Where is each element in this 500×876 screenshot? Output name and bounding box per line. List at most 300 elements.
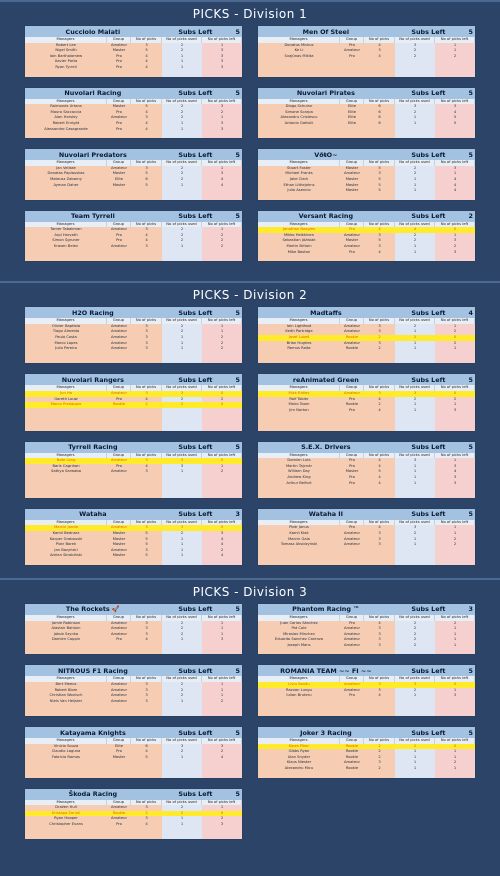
filler-cell <box>258 486 395 498</box>
manager-name: Martin Tajcnár <box>258 464 340 470</box>
filler-cell <box>162 250 202 262</box>
manager-group: Rookie <box>340 335 364 341</box>
subs-left-label: Subs Left <box>411 510 446 519</box>
manager-name: Ethan Littlejohns <box>258 183 340 189</box>
team-header <box>258 26 475 37</box>
picks-used: 2 <box>395 643 435 649</box>
manager-group: Amateur <box>107 115 131 121</box>
subs-left-value: 2 <box>468 212 473 221</box>
subs-left-value: 5 <box>235 443 240 452</box>
picks-count: 4 <box>364 525 395 531</box>
filler-cell <box>395 548 435 565</box>
picks-used: 2 <box>395 335 435 341</box>
manager-name: Jan Bazyński <box>25 548 107 554</box>
picks-count: 3 <box>131 688 162 694</box>
picks-count: 5 <box>131 537 162 543</box>
manager-group: Master <box>107 553 131 559</box>
manager-group: Pro <box>107 233 131 239</box>
manager-group: Pro <box>340 250 364 256</box>
manager-name: Iain Bartholomew <box>25 54 107 60</box>
picks-used: 1 <box>395 121 435 127</box>
manager-name: Stuart Foster <box>258 166 340 172</box>
picks-used: 1 <box>395 115 435 121</box>
table-filler <box>25 559 242 565</box>
picks-used: 2 <box>395 48 435 54</box>
manager-group: Pro <box>107 127 131 133</box>
col-managers: Managers <box>258 160 340 166</box>
picks-used: 2 <box>162 48 202 54</box>
manager-name: Christian Wonisch <box>25 693 107 699</box>
picks-left: 3 <box>435 250 475 256</box>
table-filler <box>258 413 475 430</box>
picks-left: 3 <box>202 59 242 65</box>
filler-cell <box>25 704 162 716</box>
picks-left: 3 <box>435 475 475 481</box>
manager-name: Svajūnas Mikita <box>258 54 340 60</box>
picks-left: 1 <box>202 632 242 638</box>
manager-name: Sebastian Jóźwiak <box>258 238 340 244</box>
filler-cell <box>162 704 202 716</box>
picks-left: 2 <box>202 233 242 239</box>
picks-count: 3 <box>131 329 162 335</box>
picks-count: 3 <box>131 699 162 705</box>
subs-left-value: 4 <box>468 308 473 317</box>
subs-left-value: 5 <box>235 728 240 737</box>
col-group: Group <box>340 453 364 459</box>
picks-count: 3 <box>364 626 395 632</box>
col-picks-used: No of picks used <box>162 520 202 526</box>
manager-rows <box>258 227 475 261</box>
picks-count: 3 <box>364 48 395 54</box>
picks-used: 2 <box>162 632 202 638</box>
manager-group: Pro <box>340 458 364 464</box>
manager-group: Rookie <box>340 402 364 408</box>
picks-count: 3 <box>131 244 162 250</box>
manager-rows <box>258 324 475 364</box>
manager-name: Gibbs Ryan <box>258 749 340 755</box>
picks-count: 6 <box>131 177 162 183</box>
team-table <box>25 442 242 498</box>
team-name: Cucciolo Malati <box>65 27 121 36</box>
picks-count: 3 <box>364 760 395 766</box>
manager-group: Amateur <box>340 643 364 649</box>
col-picks-used: No of picks used <box>162 37 202 43</box>
picks-left: 2 <box>202 816 242 822</box>
filler-cell <box>162 352 202 364</box>
picks-count: 5 <box>364 188 395 194</box>
subs-left-label: Subs Left <box>178 443 213 452</box>
manager-group: Amateur <box>107 244 131 250</box>
picks-left: 4 <box>435 177 475 183</box>
filler-cell <box>202 188 242 200</box>
team-table <box>25 88 242 139</box>
manager-name: Miroslav Minchev <box>258 632 340 638</box>
team-header <box>258 604 475 615</box>
filler-cell <box>162 132 202 138</box>
manager-name: Christopher Evans <box>25 822 107 828</box>
col-picks-used: No of picks used <box>395 37 435 43</box>
col-managers: Managers <box>25 222 107 228</box>
picks-used: 2 <box>395 626 435 632</box>
col-managers: Managers <box>258 738 340 744</box>
team-table <box>258 88 475 139</box>
team-name: H2O Racing <box>71 308 114 317</box>
manager-name: Donatus Mickus <box>258 43 340 49</box>
picks-used: 2 <box>395 54 435 60</box>
manager-group: Pro <box>340 621 364 627</box>
col-picks: No of picks <box>364 676 395 682</box>
manager-name: Kamil Bednarz <box>25 531 107 537</box>
picks-left: 1 <box>435 402 475 408</box>
filler-cell <box>258 194 395 200</box>
manager-group: Master <box>340 166 364 172</box>
filler-cell <box>25 352 162 364</box>
col-group: Group <box>107 385 131 391</box>
manager-group: Rookie <box>107 811 131 817</box>
picks-left: 2 <box>202 110 242 116</box>
manager-name: William Day <box>258 469 340 475</box>
picks-left: 4 <box>435 110 475 116</box>
col-group: Group <box>340 318 364 324</box>
manager-group: Pro <box>107 238 131 244</box>
table-filler <box>258 127 475 139</box>
picks-used: 2 <box>162 688 202 694</box>
picks-used: 1 <box>162 469 202 475</box>
manager-name: Joseph Mans <box>258 643 340 649</box>
filler-cell <box>258 548 395 565</box>
picks-used: 2 <box>162 171 202 177</box>
manager-group: Pro <box>340 227 364 233</box>
picks-count: 3 <box>364 244 395 250</box>
filler-cell <box>258 772 395 778</box>
manager-name: Marcin Janda <box>25 525 107 531</box>
subs-left-label: Subs Left <box>411 212 446 221</box>
picks-used: 2 <box>162 110 202 116</box>
picks-used: 1 <box>395 469 435 475</box>
manager-name: Kipes Pikec <box>258 744 340 750</box>
table-filler <box>25 760 242 777</box>
col-picks: No of picks <box>131 676 162 682</box>
manager-rows <box>258 682 475 716</box>
manager-group: Pro <box>340 481 364 487</box>
picks-left: 2 <box>202 397 242 403</box>
col-group: Group <box>107 738 131 744</box>
table-filler <box>25 475 242 498</box>
filler-cell <box>162 643 202 655</box>
subs-left-value: 5 <box>468 89 473 98</box>
manager-group: Amateur <box>340 637 364 643</box>
manager-name: Piotr Borek <box>25 542 107 548</box>
manager-group: Pro <box>340 408 364 414</box>
manager-group: Pro <box>107 464 131 470</box>
manager-group: Elite <box>107 744 131 750</box>
manager-name: Paulo Costa <box>25 335 107 341</box>
manager-name: Pat Cole <box>258 626 340 632</box>
manager-name: Kristapa Zariņš <box>25 811 107 817</box>
picks-count: 4 <box>131 397 162 403</box>
picks-count: 5 <box>131 542 162 548</box>
filler-cell <box>435 772 475 778</box>
picks-left: 4 <box>202 553 242 559</box>
picks-used: 1 <box>162 537 202 543</box>
manager-rows <box>25 621 242 655</box>
manager-rows <box>25 744 242 778</box>
picks-count: 5 <box>131 48 162 54</box>
col-picks-left: No of picks left <box>202 615 242 621</box>
picks-count: 2 <box>364 766 395 772</box>
picks-used: 3 <box>162 744 202 750</box>
picks-left: 2 <box>202 749 242 755</box>
manager-rows <box>258 104 475 138</box>
team-header <box>25 88 242 99</box>
picks-used: 2 <box>162 115 202 121</box>
picks-left: 1 <box>435 688 475 694</box>
filler-cell <box>162 475 202 498</box>
col-picks: No of picks <box>131 385 162 391</box>
picks-count: 4 <box>131 822 162 828</box>
picks-count: 5 <box>131 104 162 110</box>
table-filler <box>25 704 242 716</box>
picks-left: 3 <box>435 166 475 172</box>
picks-used: 2 <box>162 811 202 817</box>
picks-used: 1 <box>395 402 435 408</box>
picks-left: 3 <box>435 693 475 699</box>
subs-left-value: 5 <box>235 666 240 675</box>
manager-name: Tomer Tabakman <box>25 227 107 233</box>
manager-name: Razvan Lungu <box>258 688 340 694</box>
col-picks: No of picks <box>364 385 395 391</box>
col-picks-left: No of picks left <box>435 160 475 166</box>
team-header <box>258 374 475 385</box>
subs-left-value: 5 <box>235 150 240 159</box>
manager-group: Rookie <box>340 755 364 761</box>
manager-name: Iulian Bruteru <box>258 693 340 699</box>
picks-left: 5 <box>435 115 475 121</box>
col-picks-used: No of picks used <box>162 99 202 105</box>
picks-used: 1 <box>395 481 435 487</box>
col-group: Group <box>107 318 131 324</box>
picks-used: 1 <box>162 183 202 189</box>
picks-left: 1 <box>202 324 242 330</box>
subs-left-value: 5 <box>235 790 240 799</box>
subs-left-value: 5 <box>235 605 240 614</box>
manager-group: Amateur <box>340 542 364 548</box>
picks-used: 1 <box>395 250 435 256</box>
picks-left: 1 <box>202 688 242 694</box>
col-picks-used: No of picks used <box>395 160 435 166</box>
picks-count: 3 <box>131 816 162 822</box>
subs-left-label: Subs Left <box>411 27 446 36</box>
manager-name: Iain Lightfoot <box>258 324 340 330</box>
manager-group: Master <box>107 171 131 177</box>
picks-used: 1 <box>395 408 435 414</box>
picks-count: 3 <box>131 324 162 330</box>
picks-left: 1 <box>435 525 475 531</box>
picks-count: 6 <box>131 744 162 750</box>
picks-used: 1 <box>395 749 435 755</box>
col-group: Group <box>107 160 131 166</box>
picks-used: 4 <box>395 227 435 233</box>
manager-group: Amateur <box>340 171 364 177</box>
table-filler <box>258 486 475 498</box>
picks-left: 4 <box>435 469 475 475</box>
picks-left: 1 <box>202 805 242 811</box>
picks-used: 1 <box>162 699 202 705</box>
team-table <box>258 149 475 200</box>
manager-name: Claudio Laguna <box>25 749 107 755</box>
col-picks-left: No of picks left <box>202 37 242 43</box>
picks-used: 1 <box>162 341 202 347</box>
subs-left-label: Subs Left <box>411 150 446 159</box>
subs-left-label: Subs Left <box>411 605 446 614</box>
picks-left: 0 <box>435 335 475 341</box>
manager-name: Juan Carlos Sánchez <box>258 621 340 627</box>
picks-count: 4 <box>364 481 395 487</box>
picks-used: 1 <box>395 346 435 352</box>
subs-left-label: Subs Left <box>178 790 213 799</box>
table-filler <box>258 648 475 654</box>
picks-used: 1 <box>395 244 435 250</box>
manager-group: Master <box>340 188 364 194</box>
picks-count: 2 <box>364 402 395 408</box>
filler-cell <box>395 413 435 430</box>
picks-count: 5 <box>364 166 395 172</box>
manager-name: Mikko Heikkinen <box>258 233 340 239</box>
col-picks-used: No of picks used <box>395 318 435 324</box>
manager-group: Pro <box>107 822 131 828</box>
picks-used: 1 <box>162 335 202 341</box>
team-header <box>25 307 242 318</box>
picks-count: 4 <box>131 54 162 60</box>
picks-count: 5 <box>364 238 395 244</box>
manager-name: Simone Scarpa <box>258 110 340 116</box>
manager-name: Niels Van Heijster <box>25 699 107 705</box>
table-filler <box>25 408 242 431</box>
filler-cell <box>258 255 395 261</box>
manager-group: Pro <box>107 121 131 127</box>
manager-group: Elite <box>107 177 131 183</box>
manager-name: Robert Lee <box>25 43 107 49</box>
picks-left: 2 <box>202 469 242 475</box>
manager-rows <box>258 458 475 498</box>
filler-cell <box>395 194 435 200</box>
division-title: PICKS - Division 1 <box>192 7 308 21</box>
picks-used: 2 <box>162 43 202 49</box>
filler-cell <box>202 643 242 655</box>
filler-cell <box>202 828 242 840</box>
manager-group: Amateur <box>107 621 131 627</box>
picks-count: 3 <box>364 391 395 397</box>
picks-count: 3 <box>131 227 162 233</box>
manager-name: Nate Long <box>25 458 107 464</box>
subs-left-value: 5 <box>468 666 473 675</box>
picks-left: 2 <box>202 548 242 554</box>
filler-cell <box>435 648 475 654</box>
col-picks: No of picks <box>131 37 162 43</box>
picks-count: 5 <box>131 755 162 761</box>
picks-count: 4 <box>364 475 395 481</box>
team-name: reAnimated Green <box>292 375 359 384</box>
table-filler <box>25 132 242 138</box>
picks-count: 4 <box>364 250 395 256</box>
team-header <box>25 149 242 160</box>
manager-group: Amateur <box>107 805 131 811</box>
picks-left: 3 <box>202 104 242 110</box>
col-picks-used: No of picks used <box>162 615 202 621</box>
picks-left: 2 <box>435 341 475 347</box>
manager-name: Arpi Horvath <box>25 233 107 239</box>
picks-used: 2 <box>162 682 202 688</box>
team-header <box>25 26 242 37</box>
col-group: Group <box>107 520 131 526</box>
filler-cell <box>435 255 475 261</box>
picks-used: 3 <box>395 104 435 110</box>
team-table <box>25 604 242 655</box>
team-table <box>25 665 242 716</box>
table-filler <box>25 352 242 364</box>
picks-left: 2 <box>435 542 475 548</box>
manager-group: Amateur <box>107 458 131 464</box>
picks-count: 4 <box>131 637 162 643</box>
subs-left-value: 5 <box>468 375 473 384</box>
picks-left: 1 <box>202 115 242 121</box>
team-table <box>25 509 242 565</box>
manager-rows <box>25 166 242 200</box>
manager-group: Amateur <box>340 391 364 397</box>
picks-count: 4 <box>131 464 162 470</box>
col-picks-left: No of picks left <box>435 615 475 621</box>
picks-used: 3 <box>162 458 202 464</box>
manager-rows <box>25 391 242 431</box>
col-picks: No of picks <box>364 615 395 621</box>
manager-group: Amateur <box>340 324 364 330</box>
col-picks-used: No of picks used <box>162 222 202 228</box>
filler-cell <box>202 132 242 138</box>
picks-count: 3 <box>131 632 162 638</box>
filler-cell <box>258 413 395 430</box>
col-group: Group <box>340 222 364 228</box>
picks-left: 1 <box>435 766 475 772</box>
picks-left: 1 <box>202 43 242 49</box>
filler-cell <box>25 760 162 777</box>
col-managers: Managers <box>25 385 107 391</box>
subs-left-value: 3 <box>468 605 473 614</box>
manager-name: Simon Sgruner <box>25 238 107 244</box>
filler-cell <box>162 188 202 200</box>
filler-cell <box>395 648 435 654</box>
col-managers: Managers <box>25 615 107 621</box>
picks-count: 4 <box>131 238 162 244</box>
manager-group: Rookie <box>340 766 364 772</box>
picks-left: 3 <box>202 171 242 177</box>
picks-used: 2 <box>162 626 202 632</box>
team-table <box>25 789 242 840</box>
col-group: Group <box>340 37 364 43</box>
picks-left: 2 <box>202 699 242 705</box>
col-picks-used: No of picks used <box>162 160 202 166</box>
picks-count: 2 <box>364 744 395 750</box>
col-managers: Managers <box>258 615 340 621</box>
picks-used: 1 <box>395 475 435 481</box>
picks-used: 1 <box>395 766 435 772</box>
manager-rows <box>258 43 475 77</box>
col-group: Group <box>107 37 131 43</box>
col-picks: No of picks <box>131 520 162 526</box>
filler-cell <box>395 486 435 498</box>
picks-used: 1 <box>395 537 435 543</box>
team-header <box>25 789 242 800</box>
team-grid <box>0 307 500 576</box>
